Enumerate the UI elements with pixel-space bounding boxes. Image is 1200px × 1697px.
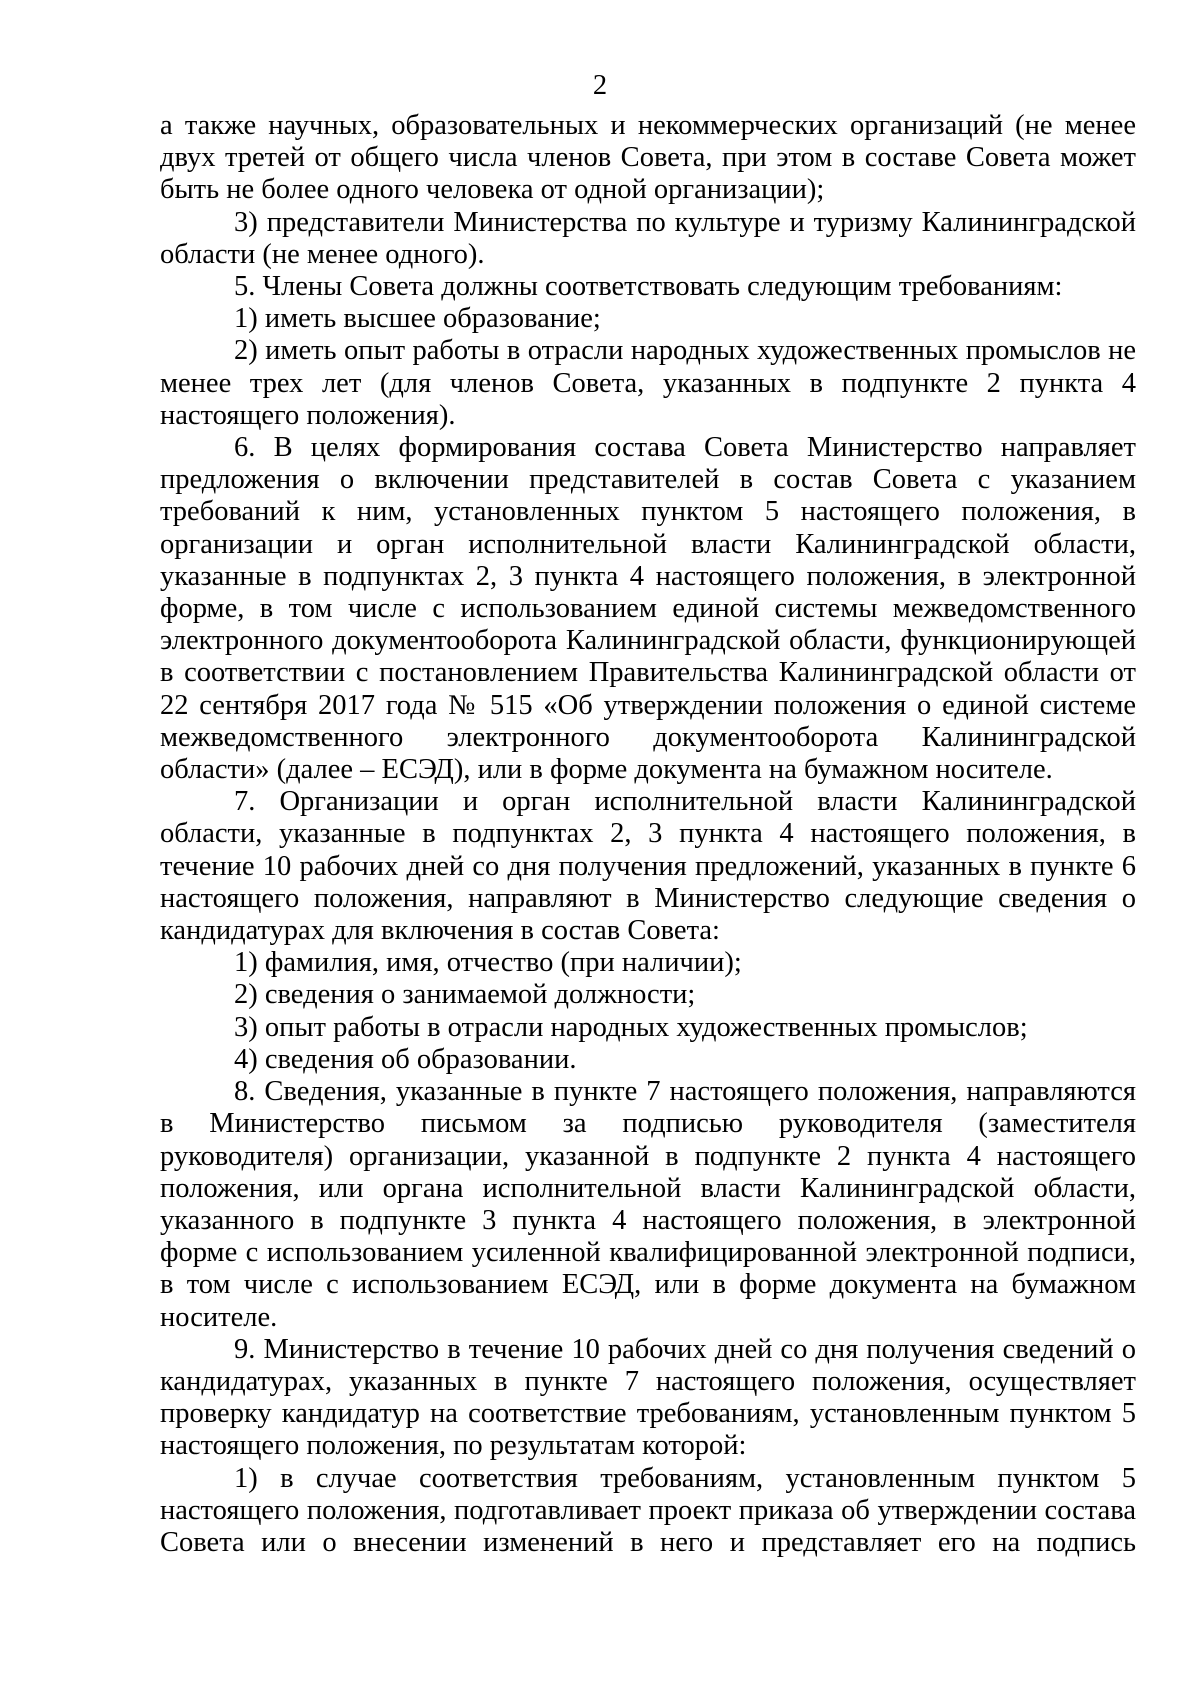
paragraph-continuation: а также научных, образовательных и некоммерческих организаций (не менее двух третей от общего числа членов Совета, при этом в составе Совета может быть не более одного человека от одной организации); [160, 110, 1136, 206]
paragraph-5-requirements: 5. Члены Совета должны соответствовать следующим требованиям: [234, 271, 1063, 303]
document-body [160, 110, 1136, 1559]
page-number: 2 [592, 70, 608, 101]
paragraph-item-3-representatives: 3) представители Министерства по культуре и туризму Калининградской области (не менее одного). [160, 206, 1136, 270]
paragraph-9: 9. Министерство в течение 10 рабочих дней со дня получения сведений о кандидатурах, указанных в пункте 7 настоящего положения, осуществляет проверку кандидатур на соответствие требованиям, установленным пунктом 5 настоящего положения, по результатам которой: [160, 1333, 1136, 1462]
paragraph-7-item-3: 3) опыт работы в отрасли народных художественных промыслов; [234, 1011, 1028, 1043]
paragraph-5-item-1: 1) иметь высшее образование; [234, 303, 601, 335]
paragraph-8: 8. Сведения, указанные в пункте 7 настоящего положения, направляются в Министерство письмом за подписью руководителя (заместителя руководителя) организации, указанной в подпункте 2 пункта 4 настоящего положения, или органа исполнительной власти Калининградской области, указанного в подпункте 3 пункта 4 настоящего положения, в электронной форме с использованием усиленной квалифицированной электронной подписи, в том числе с использованием ЕСЭД, или в форме документа на бумажном носителе. [160, 1076, 1136, 1333]
paragraph-9-item-1: 1) в случае соответствия требованиям, установленным пунктом 5 настоящего положения, подготавливает проект приказа об утверждении состава Совета или о внесении изменений в него и представляет его на подпись [160, 1462, 1136, 1558]
paragraph-7-item-4: 4) сведения об образовании. [234, 1043, 577, 1075]
paragraph-7-item-1: 1) фамилия, имя, отчество (при наличии); [234, 947, 742, 979]
paragraph-7-item-2: 2) сведения о занимаемой должности; [234, 979, 696, 1011]
paragraph-7: 7. Организации и орган исполнительной власти Калининградской области, указанные в подпунктах 2, 3 пункта 4 настоящего положения, в течение 10 рабочих дней со дня получения предложений, указанных в пункте 6 настоящего положения, направляют в Министерство следующие сведения о кандидатурах для включения в состав Совета: [160, 786, 1136, 947]
paragraph-6: 6. В целях формирования состава Совета Министерство направляет предложения о включении представителей в состав Совета с указанием требований к ним, установленных пунктом 5 настоящего положения, в организации и орган исполнительной власти Калининградской области, указанные в подпунктах 2, 3 пункта 4 настоящего положения, в электронной форме, в том числе с использованием единой системы межведомственного электронного документооборота Калининградской области, функционирующей в соответствии с постановлением Правительства Калининградской области от 22 сентября 2017 года № 515 «Об утверждении положения о единой системе межведомственного электронного документооборота Калининградской области» (далее – ЕСЭД), или в форме документа на бумажном носителе. [160, 432, 1136, 786]
paragraph-5-item-2: 2) иметь опыт работы в отрасли народных художественных промыслов не менее трех лет (для членов Совета, указанных в подпункте 2 пункта 4 настоящего положения). [160, 335, 1136, 431]
